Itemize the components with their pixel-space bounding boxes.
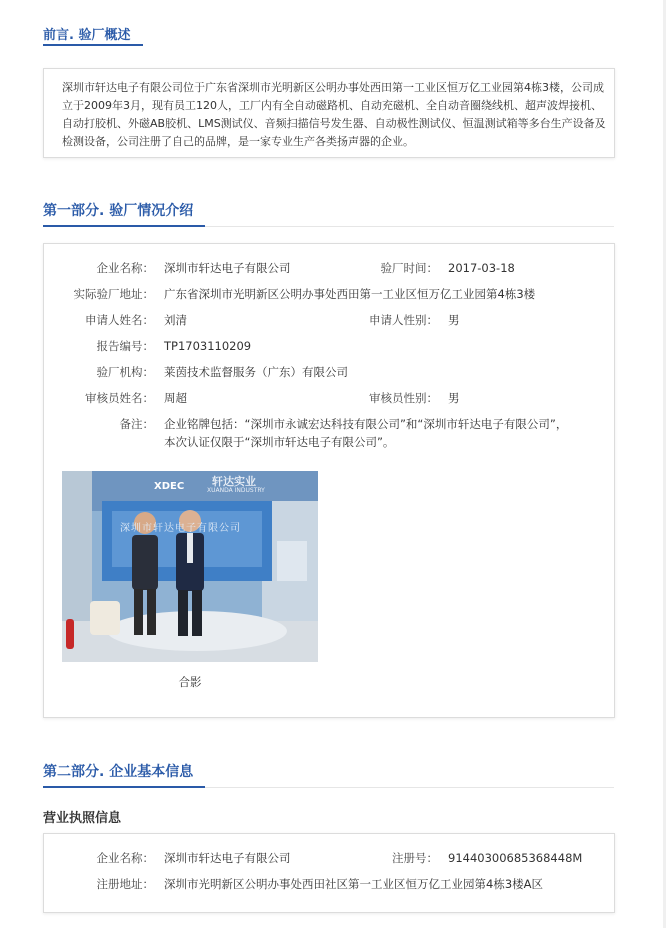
- photo-sign-cn: 轩达实业: [212, 475, 256, 488]
- part2-title-underline: [43, 786, 205, 788]
- field-label: 报告编号：: [96, 339, 154, 353]
- field-value: 深圳市轩达电子有限公司: [164, 851, 291, 865]
- field-label: 企业名称：: [96, 261, 154, 275]
- field-value: 深圳市光明新区公明办事处西田社区第一工业区恒万亿工业园第4栋3楼A区: [164, 877, 543, 891]
- part1-title-underline: [43, 225, 205, 227]
- photo-wall-text: 深圳市轩达电子有限公司: [120, 523, 241, 534]
- field-label: 备注：: [119, 417, 154, 431]
- part1-title: 第一部分. 验厂情况介绍: [43, 203, 194, 219]
- field-value: 男: [448, 313, 460, 327]
- field-value: 广东省深圳市光明新区公明办事处西田第一工业区恒万亿工业园第4栋3楼: [164, 287, 536, 301]
- part2-card: [43, 833, 615, 913]
- photo-caption: 合影: [178, 675, 202, 689]
- field-label: 企业名称：: [96, 851, 154, 865]
- overview-card: [43, 68, 615, 158]
- overview-text: 深圳市轩达电子有限公司位于广东省深圳市光明新区公明办事处西田第一工业区恒万亿工业园第4栋3楼，公司成立于2009年3月，现有员工120人，工厂内有全自动磁路机、自动充磁机、全自动音圈绕线机、超声波焊接机、自动打胶机、外磁AB胶机、LMS测试仪、音频扫描信号发生器、自动极性测试仪、恒温测试箱等多台生产设备及检测设备，公司注册了自己的品牌，是一家专业生产各类扬声器的企业。: [62, 81, 606, 148]
- field-label: 实际验厂地址：: [73, 287, 154, 301]
- field-value: TP1703110209: [164, 339, 252, 353]
- group-photo: [62, 471, 318, 662]
- photo-sign-en: XUANDA INDUSTRY: [207, 487, 265, 494]
- field-value: 91440300685368448M: [448, 851, 583, 865]
- part2-title: 第二部分. 企业基本信息: [43, 764, 194, 780]
- field-value: 周超: [164, 391, 187, 405]
- field-value: 刘清: [164, 313, 187, 327]
- field-value: 2017-03-18: [448, 261, 515, 275]
- field-value: 企业铭牌包括：“深圳市永诚宏达科技有限公司”和“深圳市轩达电子有限公司”，: [164, 417, 568, 431]
- field-value: 男: [448, 391, 460, 405]
- field-label: 申请人姓名：: [85, 313, 154, 327]
- overview-title-underline: [43, 44, 143, 46]
- part1-card: [43, 243, 615, 718]
- overview-title: 前言. 验厂概述: [43, 28, 131, 43]
- field-label: 注册地址：: [96, 877, 154, 891]
- field-label: 验厂时间：: [380, 261, 438, 275]
- field-label: 申请人性别：: [369, 313, 438, 327]
- field-label: 注册号：: [392, 851, 438, 865]
- field-value: 深圳市轩达电子有限公司: [164, 261, 291, 275]
- field-label: 审核员性别：: [369, 391, 438, 405]
- field-value: 本次认证仅限于“深圳市轩达电子有限公司”。: [164, 435, 395, 449]
- field-label: 审核员姓名：: [85, 391, 154, 405]
- field-label: 验厂机构：: [96, 365, 154, 379]
- field-value: 莱茵技术监督服务（广东）有限公司: [164, 365, 348, 379]
- photo-logo: XDEC: [154, 481, 185, 492]
- business-license-heading: 营业执照信息: [43, 811, 122, 826]
